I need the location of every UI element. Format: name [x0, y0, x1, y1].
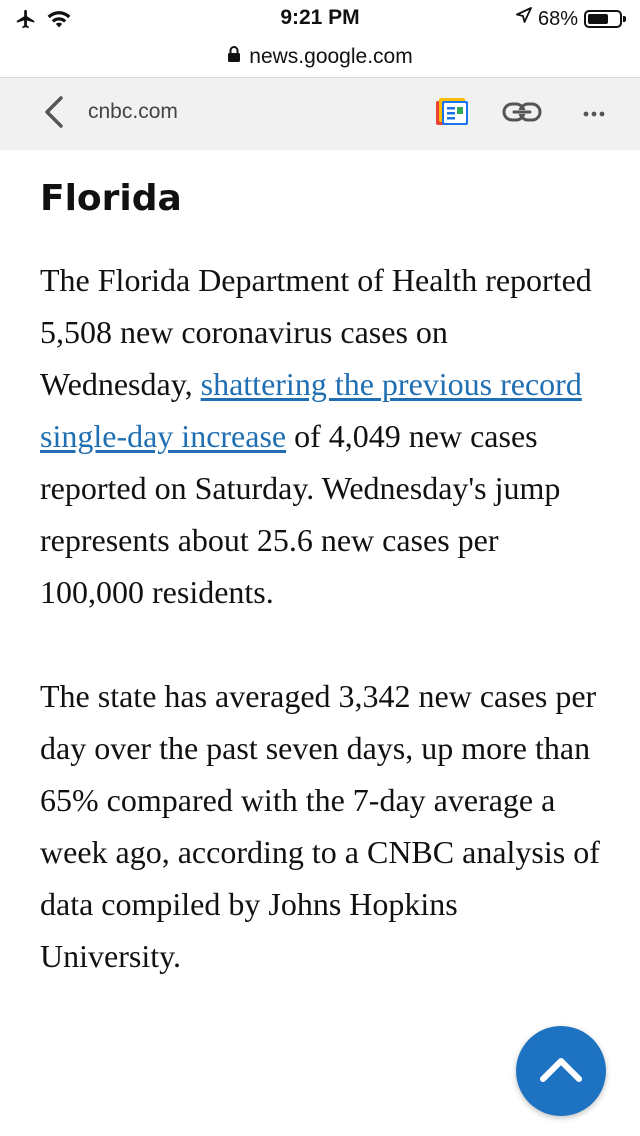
battery-icon	[584, 10, 622, 28]
status-right	[516, 7, 622, 31]
site-name: cnbc.com	[88, 100, 178, 123]
article-body	[0, 150, 640, 982]
section-heading: Florida	[40, 178, 182, 219]
lock-icon	[227, 45, 241, 69]
copy-link-button[interactable]	[502, 94, 542, 134]
chevron-up-icon	[539, 1055, 583, 1088]
paragraph-1-text-end: of 4,049 new cases reported on Saturday. Wednesday's jump represents about 25.6 new cases per 100,000 residents.	[40, 418, 561, 610]
back-chevron-icon	[43, 95, 65, 134]
more-button[interactable]	[574, 94, 614, 134]
record-increase-link[interactable]: shattering the previous record single-day increase	[40, 366, 582, 454]
google-news-icon	[434, 96, 470, 133]
status-time: 9:21 PM	[280, 6, 360, 29]
status-bar	[0, 0, 640, 40]
paragraph-1-text-start: The Florida Department of Health reported 5,508 new coronavirus cases on Wednesday,	[40, 262, 592, 402]
battery-fill	[588, 14, 608, 24]
article-paragraph-1	[40, 254, 600, 618]
battery-percent: 68%	[537, 7, 578, 30]
amp-header	[0, 78, 640, 150]
google-news-button[interactable]	[432, 94, 472, 134]
url-bar[interactable]	[0, 38, 640, 76]
more-icon	[582, 105, 606, 123]
link-icon	[502, 100, 542, 129]
url-domain: news.google.com	[249, 45, 413, 68]
location-arrow-icon	[516, 7, 532, 31]
back-button[interactable]	[34, 94, 74, 134]
scroll-top-button[interactable]	[516, 1026, 606, 1116]
article-paragraph-2: The state has averaged 3,342 new cases per day over the past seven days, up more than 65% compared with the 7-day average a week ago, according to a CNBC analysis of data compiled by Johns Hopkins University.	[40, 678, 600, 974]
battery-cap	[623, 16, 626, 22]
